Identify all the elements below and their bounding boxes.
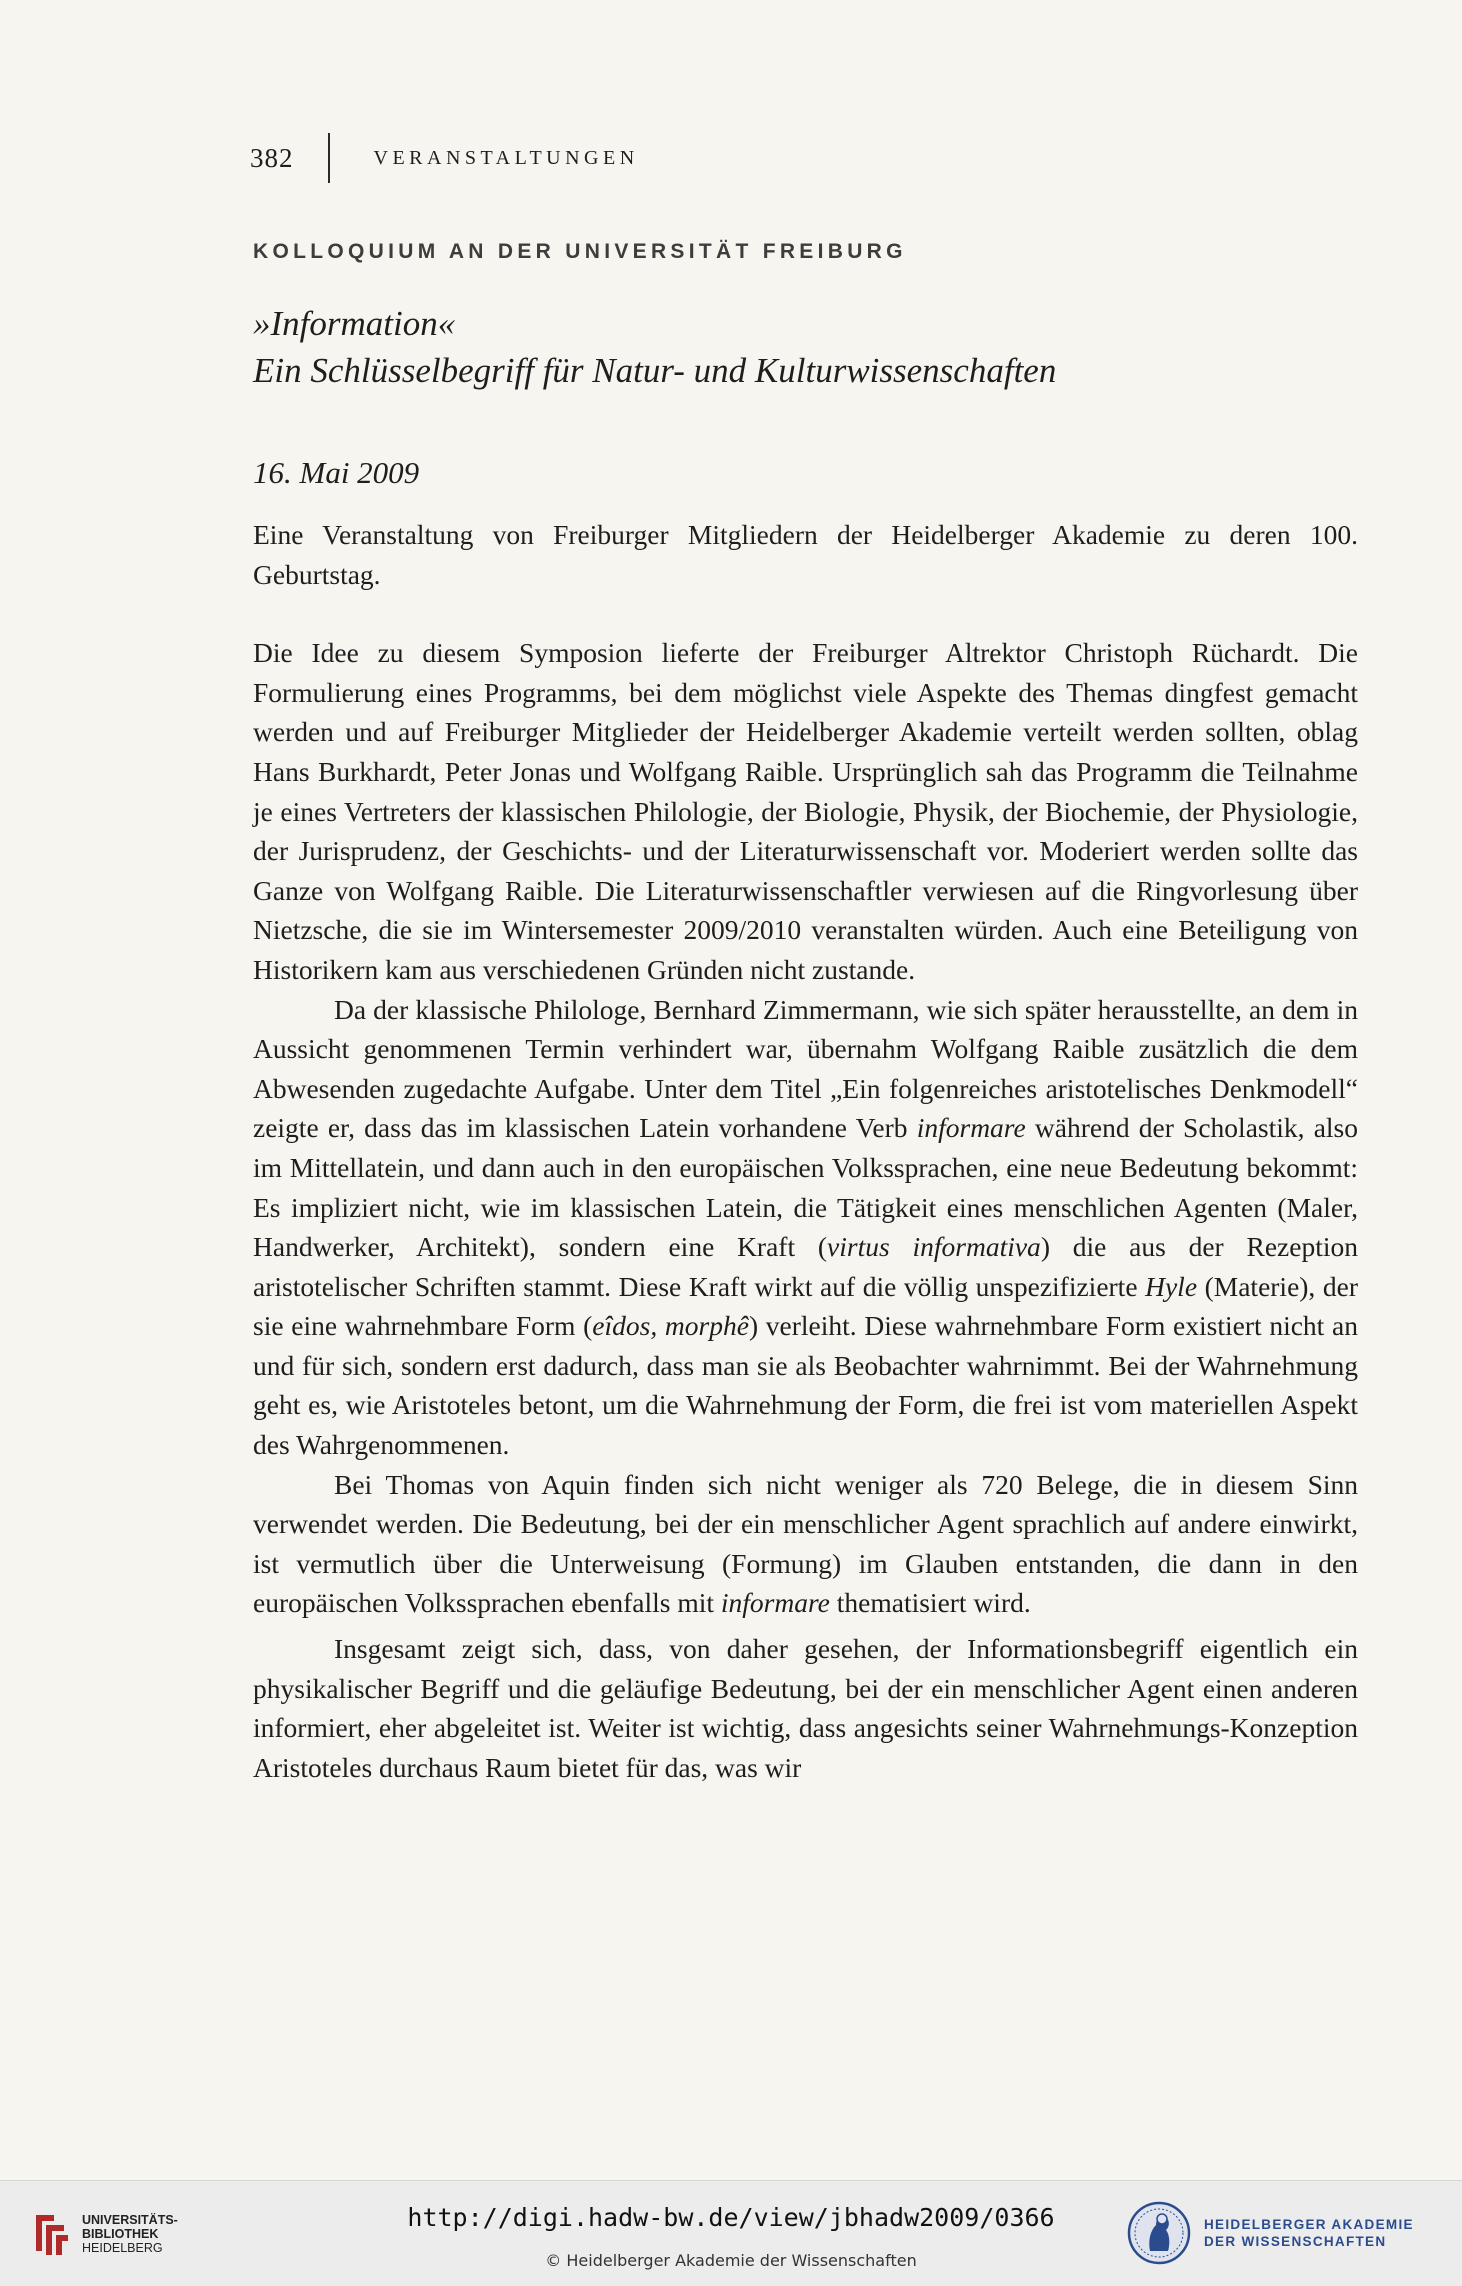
intro-paragraph: Eine Veranstaltung von Freiburger Mitgliedern der Heidelberger Akademie zu deren 100. Geburtstag.: [253, 519, 1358, 590]
hadw-seal-icon: [1126, 2197, 1192, 2269]
hadw-logo-text: [1204, 2216, 1414, 2250]
hadw-line-2: DER WISSENSCHAFTEN: [1204, 2234, 1387, 2249]
copyright-notice: © Heidelberger Akademie der Wissenschaften: [545, 2251, 917, 2270]
permalink-url[interactable]: http://digi.hadw-bw.de/view/jbhadw2009/0366: [407, 2203, 1055, 2232]
text-run: (Materie), der sie eine wahrnehmbare Form (: [253, 1270, 1359, 1342]
italic-term: virtus informativa: [827, 1231, 1041, 1263]
paragraph-4: Insgesamt zeigt sich, dass, von daher gesehen, der Informationsbegriff eigentlich ein physikalischer Begriff und die geläufige Bedeutung, bei der ein menschlicher Agent einen anderen informiert, eher abgeleitet ist. Weiter ist wichtig, dass angesichts seiner Wahrnehmungs-Konzeption Aristoteles durchaus Raum bietet für das, was wir: [253, 1633, 1358, 1783]
article-title: [253, 300, 1056, 394]
page-number: 382: [250, 142, 294, 173]
text-run: Bei Thomas von Aquin finden sich nicht weniger als 720 Belege, die in diesem Sinn verwendet werden. Die Bedeutung, bei der ein menschlicher Agent sprachlich auf andere einwirkt, ist vermutlich über die Unterweisung (Formung) im Glauben entstanden, die dann in den europäischen Volkssprachen ebenfalls mit: [253, 1468, 1358, 1619]
italic-term: informare: [916, 1112, 1026, 1144]
paragraph-2: [253, 990, 1358, 1465]
digitization-footer: [0, 2180, 1462, 2286]
header-divider: [328, 133, 330, 183]
text-run: thematisiert wird.: [829, 1587, 1031, 1619]
text-run: während der Scholastik, also im Mittellatein, und dann auch in den europäischen Volkssprachen, eine neue Bedeutung bekommt: Es impliziert nicht, wie im klassischen Latein, die Tätigkeit eines menschlichen Agenten (Maler, Handwerker, Architekt), sondern eine Kraft (: [253, 1112, 1358, 1263]
italic-term: eîdos, morphê: [592, 1310, 749, 1342]
paragraph-3: [253, 1465, 1358, 1623]
ub-line-2: BIBLIOTHEK: [82, 2227, 159, 2241]
title-line-2: Ein Schlüsselbegriff für Natur- und Kulturwissenschaften: [253, 351, 1057, 390]
paragraph-1: Die Idee zu diesem Symposion lieferte der Freiburger Altrektor Christoph Rüchardt. Die Formulierung eines Programms, bei dem möglichst viele Aspekte des Themas dingfest gemacht werden und auf Freiburger Mitglieder der Heidelberger Akademie verteilt werden sollten, oblag Hans Burkhardt, Peter Jonas und Wolfgang Raible. Ursprünglich sah das Programm die Teilnahme je eines Vertreters der klassischen Philologie, der Biologie, Physik, der Biochemie, der Physiologie, der Jurisprudenz, der Geschichts- und der Literaturwissenschaft vor. Moderiert werden sollte das Ganze von Wolfgang Raible. Die Literaturwissenschaftler verwiesen auf die Ringvorlesung über Nietzsche, die sie im Wintersemester 2009/2010 veranstalten würden. Auch eine Beteiligung von Historikern kam aus verschiedenen Gründen nicht zustande.: [253, 637, 1358, 985]
italic-term: Hyle: [1145, 1270, 1198, 1302]
text-run: ) verleiht. Diese wahrnehmbare Form existiert nicht an und für sich, sondern erst dadurch, dass man sie als Beobachter wahrnimmt. Bei der Wahrnehmung geht es, wie Aristoteles betont, um die Wahrnehmung der Form, die frei ist vom materiellen Aspekt des Wahrgenommenen.: [253, 1310, 1358, 1461]
hadw-logo[interactable]: [1126, 2197, 1414, 2269]
ub-line-1: UNIVERSITÄTS-: [82, 2213, 178, 2227]
event-kicker: KOLLOQUIUM AN DER UNIVERSITÄT FREIBURG: [253, 240, 907, 263]
text-run: ) die aus der Rezeption aristotelischer Schriften stammt. Diese Kraft wirkt auf die völlig unspezifizierte: [253, 1231, 1358, 1302]
text-run: Da der klassische Philologe, Bernhard Zimmermann, wie sich später herausstellte, an dem in Aussicht genommenen Termin verhindert war, übernahm Wolfgang Raible zusätzlich die dem Abwesenden zugedachte Aufgabe. Unter dem Titel „Ein folgenreiches aristotelisches Denkmodell“ zeigte er, dass das im klassischen Latein vorhandene Verb: [253, 993, 1358, 1144]
event-date: 16. Mai 2009: [253, 455, 420, 490]
hadw-line-1: HEIDELBERGER AKADEMIE: [1204, 2217, 1414, 2232]
ub-line-3: HEIDELBERG: [82, 2241, 163, 2255]
running-header: [250, 138, 639, 178]
title-line-1: »Information«: [253, 304, 456, 343]
section-title: VERANSTALTUNGEN: [373, 146, 639, 169]
article-body: [253, 515, 1358, 1787]
italic-term: informare: [720, 1587, 830, 1619]
